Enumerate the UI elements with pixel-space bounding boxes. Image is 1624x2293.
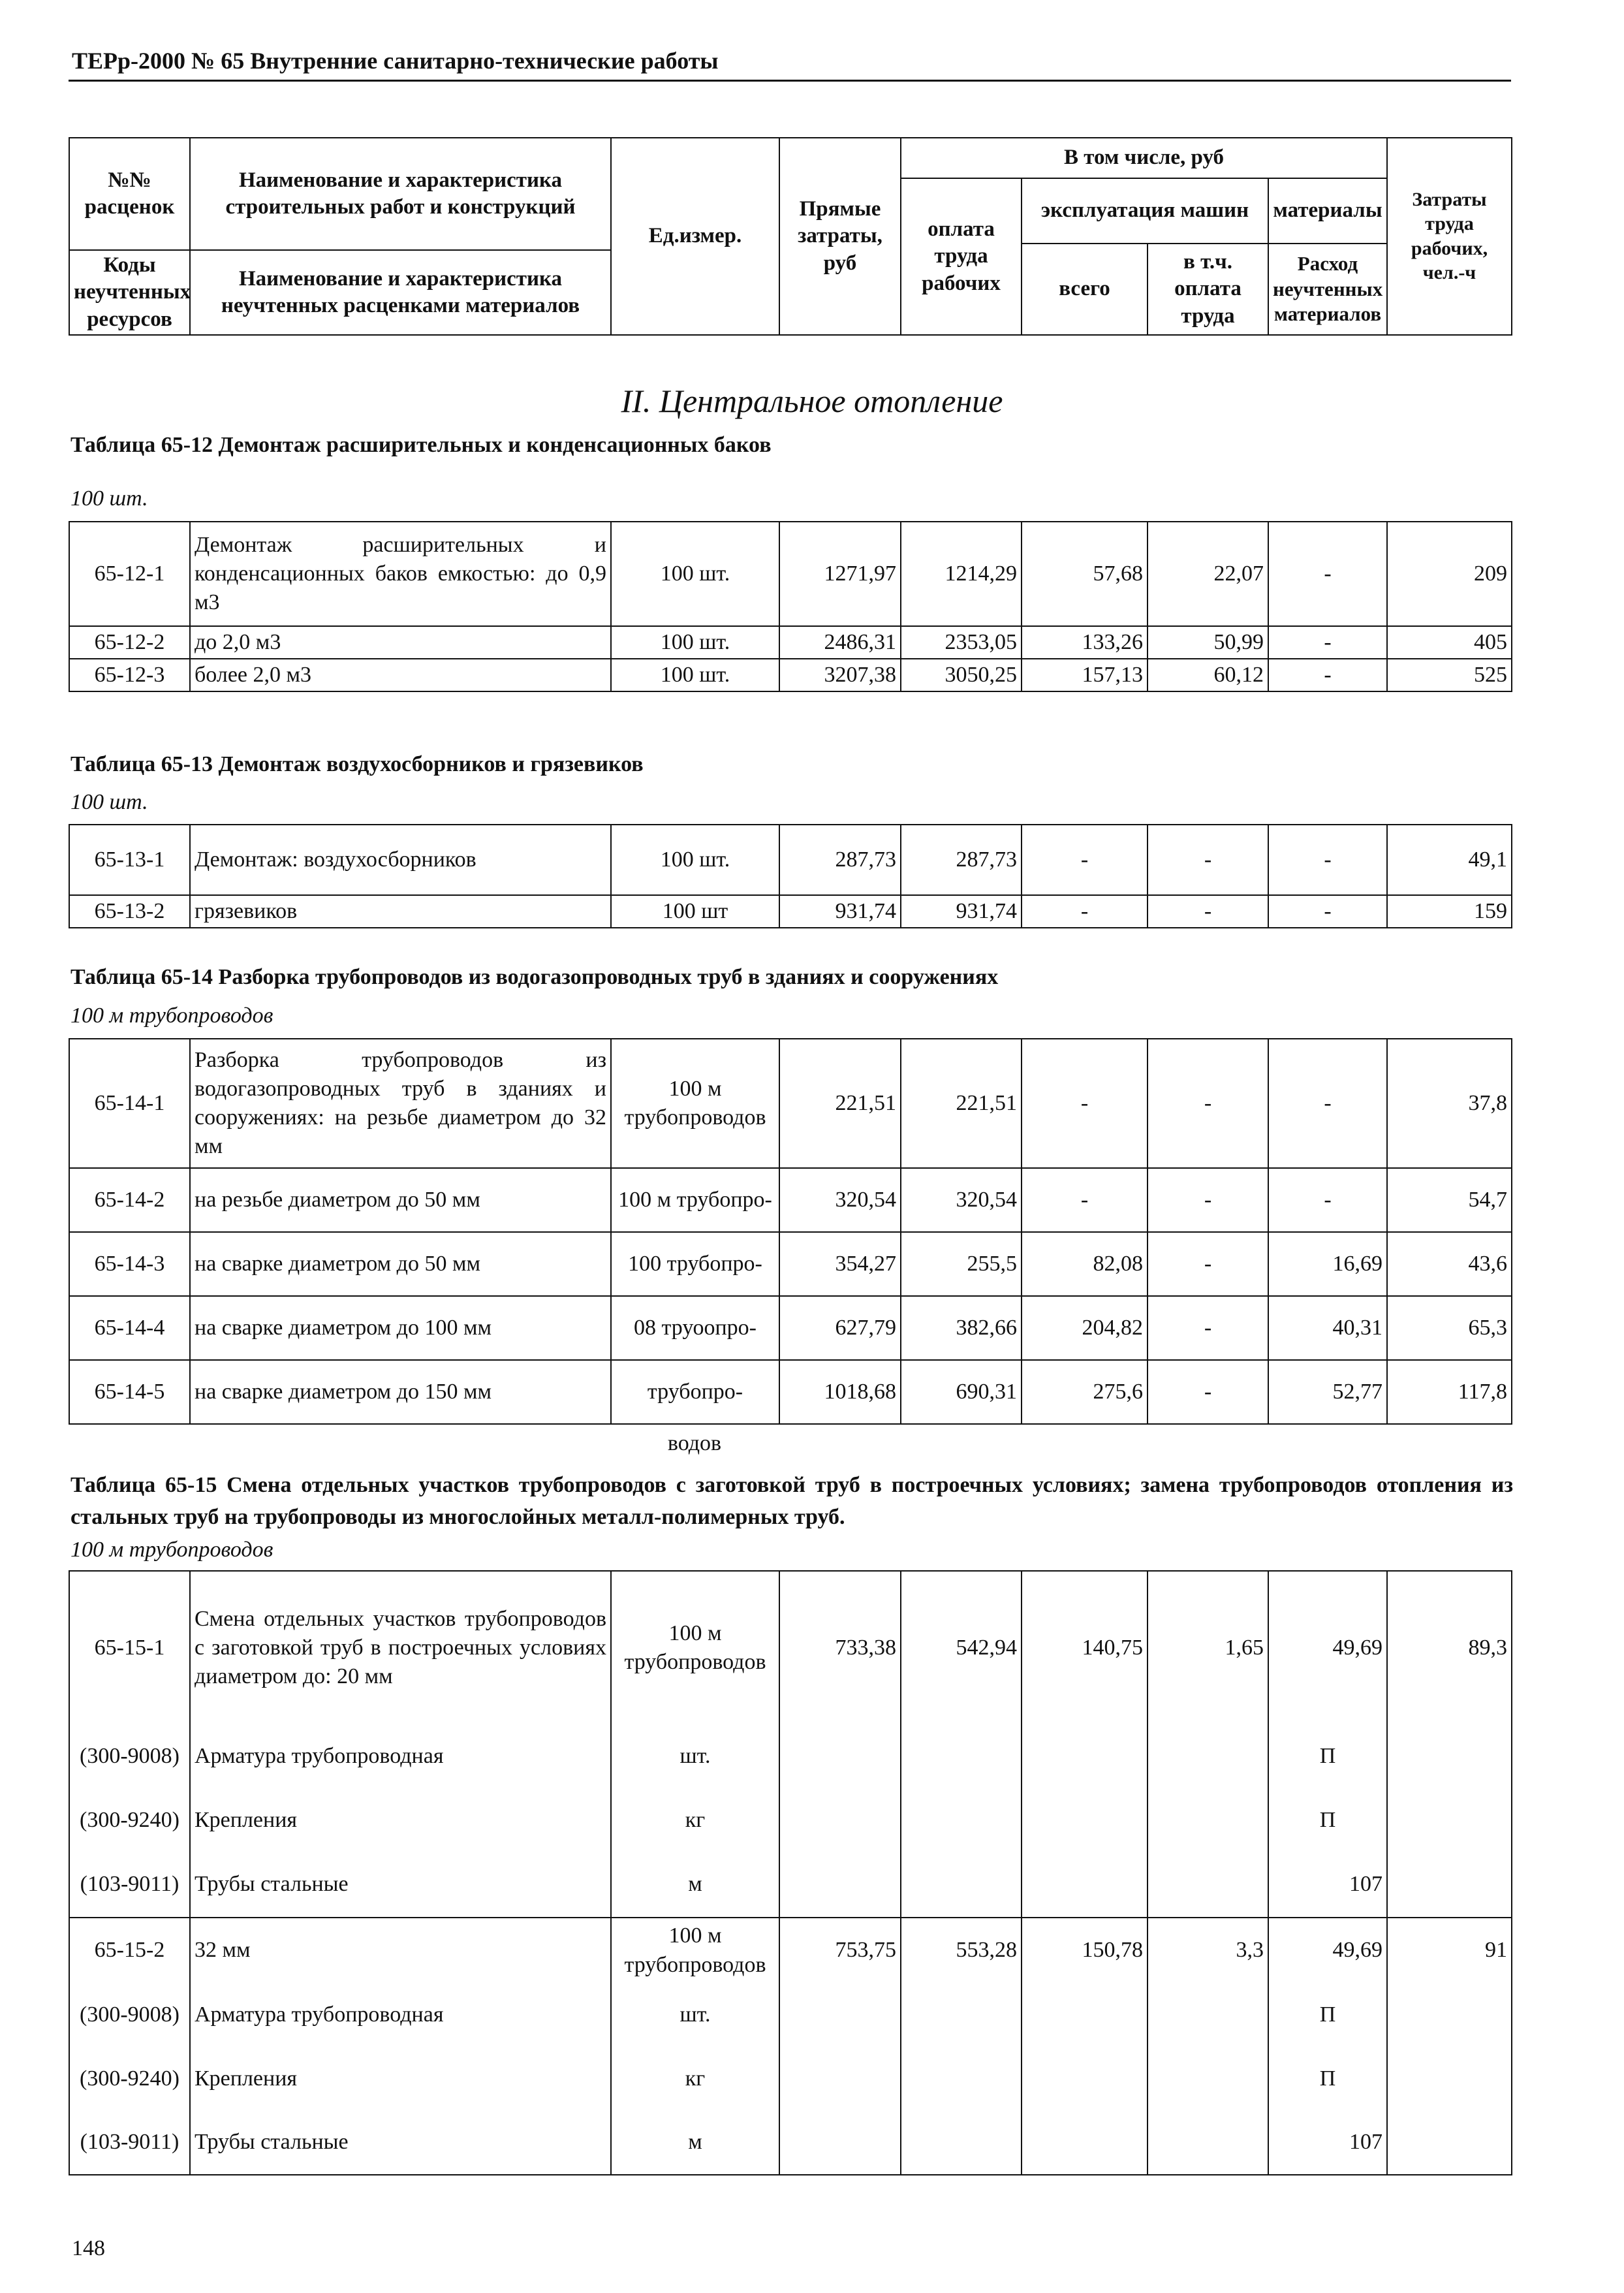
row-direct [779,2111,901,2175]
row-mach-pay: - [1148,1360,1268,1424]
row-mach-pay [1148,2111,1268,2175]
row-unit: 100 шт. [611,825,779,895]
row-mach: 275,6 [1022,1360,1148,1424]
row-mach-pay: - [1148,825,1268,895]
col-code-bottom: Коды неучтенных ресурсов [69,250,190,335]
row-name: более 2,0 м3 [190,659,611,691]
row-unit: 100 м трубопроводов [611,1918,779,1983]
row-direct: 320,54 [779,1168,901,1232]
row-mat: П [1268,1983,1387,2047]
row-name: грязевиков [190,895,611,928]
row-direct: 931,74 [779,895,901,928]
row-mach-pay: - [1148,1232,1268,1296]
row-direct: 1271,97 [779,522,901,626]
row-labor: 65,3 [1387,1296,1512,1360]
row-direct: 354,27 [779,1232,901,1296]
row-direct [779,1724,901,1788]
row-name: до 2,0 м3 [190,626,611,659]
row-pay: 542,94 [901,1571,1022,1724]
table-65-14-unit: 100 м трубопроводов [70,1004,273,1028]
row-labor: 405 [1387,626,1512,659]
table-row [69,1039,1512,1168]
table-65-13-title: Таблица 65-13 Демонтаж воздухосборников и грязевиков [70,752,644,776]
table-row [69,1296,1512,1360]
table-65-14-title: Таблица 65-14 Разборка трубопроводов из водогазопроводных труб в зданиях и сооружениях [70,965,999,989]
col-code-top: №№ расценок [69,138,190,250]
table-row [69,1852,1512,1918]
row-name: на сварке диаметром до 50 мм [190,1232,611,1296]
table-row [69,825,1512,895]
row-unit: кг [611,1788,779,1852]
row-code: 65-14-5 [69,1360,190,1424]
row-mach: 150,78 [1022,1918,1148,1983]
row-unit: шт. [611,1724,779,1788]
row-mach-pay: 22,07 [1148,522,1268,626]
col-machines-incl: в т.ч. оплата труда [1148,244,1268,335]
row-code: (300-9240) [69,2047,190,2111]
row-direct: 3207,38 [779,659,901,691]
row-mach: - [1022,895,1148,928]
row-mach-pay: 3,3 [1148,1918,1268,1983]
row-mach: 140,75 [1022,1571,1148,1724]
row-labor [1387,1983,1512,2047]
row-mat: - [1268,1039,1387,1168]
row-labor [1387,2047,1512,2111]
col-machines-total: всего [1022,244,1148,335]
table-row [69,1168,1512,1232]
row-mach [1022,1852,1148,1918]
row-mach-pay: - [1148,1168,1268,1232]
row-code: 65-15-1 [69,1571,190,1724]
row-pay: 221,51 [901,1039,1022,1168]
row-pay [901,2111,1022,2175]
row-mach-pay: 60,12 [1148,659,1268,691]
row-direct: 733,38 [779,1571,901,1724]
row-mat: 49,69 [1268,1918,1387,1983]
row-direct: 1018,68 [779,1360,901,1424]
row-unit: 100 м трубопроводов [611,1039,779,1168]
row-mach-pay: - [1148,1296,1268,1360]
row-name: Крепления [190,2047,611,2111]
row-mat: 107 [1268,2111,1387,2175]
row-mach [1022,1788,1148,1852]
row-unit: 100 шт [611,895,779,928]
row-mach-pay [1148,2047,1268,2111]
row-mach-pay: - [1148,895,1268,928]
row-name: 32 мм [190,1918,611,1983]
row-labor [1387,1724,1512,1788]
row-labor: 43,6 [1387,1232,1512,1296]
row-pay: 690,31 [901,1360,1022,1424]
table-65-15-unit: 100 м трубопроводов [70,1538,273,1562]
row-pay [901,1724,1022,1788]
table-65-12-title: Таблица 65-12 Демонтаж расширительных и конденсационных баков [70,433,772,457]
row-name: на сварке диаметром до 100 мм [190,1296,611,1360]
row-mat: - [1268,626,1387,659]
table-row [69,1232,1512,1296]
row-unit: м [611,2111,779,2175]
row-name: Разборка трубопроводов из водогазопроводных труб в зданиях и сооружениях: на резьбе диаметром до 32 мм [190,1039,611,1168]
col-name-top: Наименование и характеристика строительных работ и конструкций [190,138,611,250]
row-name: Арматура трубопроводная [190,1724,611,1788]
row-name: Арматура трубопроводная [190,1983,611,2047]
row-code: (300-9008) [69,1983,190,2047]
row-name: Крепления [190,1788,611,1852]
row-direct: 287,73 [779,825,901,895]
page-header: ТЕРр-2000 № 65 Внутренние санитарно-технические работы [72,48,719,74]
row-unit: 08 труоопро- [611,1296,779,1360]
row-unit: кг [611,2047,779,2111]
row-code: (103-9011) [69,1852,190,1918]
row-mat: 107 [1268,1852,1387,1918]
row-unit: шт. [611,1983,779,2047]
row-code: 65-14-2 [69,1168,190,1232]
col-machines: эксплуатация машин [1022,178,1268,244]
row-labor: 525 [1387,659,1512,691]
table-row [69,2047,1512,2111]
row-labor [1387,2111,1512,2175]
row-name: на сварке диаметром до 150 мм [190,1360,611,1424]
row-mach-pay: 50,99 [1148,626,1268,659]
col-materials-unacc: Расход неучтенных материалов [1268,244,1387,335]
row-pay: 553,28 [901,1918,1022,1983]
row-mat: П [1268,1724,1387,1788]
header-rule [69,80,1511,82]
row-pay [901,1852,1022,1918]
table-65-15-title: Таблица 65-15 Смена отдельных участков трубопроводов с заготовкой труб в построечных условиях; замена трубопроводов отопления из стальных труб на трубопроводы из многослойных металл-полимерных труб. [70,1473,1513,1530]
row-labor: 49,1 [1387,825,1512,895]
row-mach: 157,13 [1022,659,1148,691]
col-labor: Затраты труда рабочих, чел.-ч [1387,138,1512,335]
row-pay: 320,54 [901,1168,1022,1232]
table-row [69,895,1512,928]
row-mat: - [1268,825,1387,895]
row-unit: трубопро- [611,1360,779,1424]
table-65-14-trailing: водов [667,1431,722,1455]
row-pay [901,1983,1022,2047]
row-mat: - [1268,522,1387,626]
row-mat: - [1268,659,1387,691]
row-unit: 100 шт. [611,522,779,626]
table-65-13-unit: 100 шт. [70,790,148,814]
row-mach: - [1022,1168,1148,1232]
row-labor: 209 [1387,522,1512,626]
row-direct: 2486,31 [779,626,901,659]
row-unit: 100 шт. [611,626,779,659]
table-row [69,522,1512,626]
row-labor [1387,1788,1512,1852]
row-code: (103-9011) [69,2111,190,2175]
row-labor: 54,7 [1387,1168,1512,1232]
col-direct: Прямые затраты, руб [779,138,901,335]
row-mach-pay [1148,1724,1268,1788]
row-mach: 57,68 [1022,522,1148,626]
row-mach: 133,26 [1022,626,1148,659]
row-name: на резьбе диаметром до 50 мм [190,1168,611,1232]
table-row [69,659,1512,691]
row-labor: 37,8 [1387,1039,1512,1168]
row-labor: 89,3 [1387,1571,1512,1724]
row-pay: 931,74 [901,895,1022,928]
row-code: (300-9240) [69,1788,190,1852]
row-mach-pay: 1,65 [1148,1571,1268,1724]
row-mat: 16,69 [1268,1232,1387,1296]
row-code: 65-14-4 [69,1296,190,1360]
row-mach-pay: - [1148,1039,1268,1168]
row-labor [1387,1852,1512,1918]
row-code: (300-9008) [69,1724,190,1788]
row-unit: 100 м трубопроводов [611,1571,779,1724]
table-row [69,626,1512,659]
row-unit: 100 м трубопро- [611,1168,779,1232]
table-65-13 [69,824,1512,928]
table-row [69,1571,1512,1724]
row-pay: 1214,29 [901,522,1022,626]
row-direct: 627,79 [779,1296,901,1360]
row-labor: 117,8 [1387,1360,1512,1424]
row-direct: 753,75 [779,1918,901,1983]
row-pay [901,1788,1022,1852]
row-mach-pay [1148,1983,1268,2047]
row-pay: 2353,05 [901,626,1022,659]
col-incl: В том числе, руб [901,138,1387,178]
row-unit: 100 шт. [611,659,779,691]
row-name: Смена отдельных участков трубопроводов с заготовкой труб в построечных условиях диаметром до: 20 мм [190,1571,611,1724]
row-code: 65-14-3 [69,1232,190,1296]
table-row [69,1788,1512,1852]
row-mat: - [1268,1168,1387,1232]
col-labor-pay: оплата труда рабочих [901,178,1022,335]
col-unit: Ед.измер. [611,138,779,335]
row-mach [1022,1724,1148,1788]
table-65-12-unit: 100 шт. [70,486,148,511]
row-mach [1022,1983,1148,2047]
table-65-15 [69,1570,1512,2175]
row-mach: 204,82 [1022,1296,1148,1360]
row-name: Демонтаж: воздухосборников [190,825,611,895]
row-mach [1022,2047,1148,2111]
table-row [69,2111,1512,2175]
row-mat: 49,69 [1268,1571,1387,1724]
row-direct [779,1788,901,1852]
row-mach: 82,08 [1022,1232,1148,1296]
row-code: 65-12-1 [69,522,190,626]
row-mach-pay [1148,1852,1268,1918]
row-code: 65-15-2 [69,1918,190,1983]
row-unit: 100 трубопро- [611,1232,779,1296]
row-unit: м [611,1852,779,1918]
section-title: II. Центральное отопление [621,383,1003,419]
row-mat: - [1268,895,1387,928]
row-labor: 91 [1387,1918,1512,1983]
row-direct: 221,51 [779,1039,901,1168]
row-pay: 3050,25 [901,659,1022,691]
row-name: Трубы стальные [190,1852,611,1918]
table-row [69,1918,1512,1983]
row-mach: - [1022,825,1148,895]
row-name: Демонтаж расширительных и конденсационных баков емкостью: до 0,9 м3 [190,522,611,626]
table-65-14 [69,1038,1512,1425]
row-mach [1022,2111,1148,2175]
col-name-bottom: Наименование и характеристика неучтенных расценками материалов [190,250,611,335]
row-name: Трубы стальные [190,2111,611,2175]
row-mat: П [1268,1788,1387,1852]
row-code: 65-12-2 [69,626,190,659]
row-mat: 40,31 [1268,1296,1387,1360]
table-row [69,1724,1512,1788]
row-pay: 382,66 [901,1296,1022,1360]
table-row [69,1360,1512,1424]
row-code: 65-14-1 [69,1039,190,1168]
row-mach: - [1022,1039,1148,1168]
row-pay: 287,73 [901,825,1022,895]
row-mat: П [1268,2047,1387,2111]
page-number: 148 [72,2236,105,2260]
row-direct [779,2047,901,2111]
row-pay: 255,5 [901,1232,1022,1296]
row-pay [901,2047,1022,2111]
table-row [69,1983,1512,2047]
row-direct [779,1852,901,1918]
column-header-table [69,137,1512,336]
row-mach-pay [1148,1788,1268,1852]
table-65-12 [69,521,1512,692]
col-materials: материалы [1268,178,1387,244]
row-code: 65-13-2 [69,895,190,928]
row-code: 65-12-3 [69,659,190,691]
row-mat: 52,77 [1268,1360,1387,1424]
row-code: 65-13-1 [69,825,190,895]
row-direct [779,1983,901,2047]
row-labor: 159 [1387,895,1512,928]
